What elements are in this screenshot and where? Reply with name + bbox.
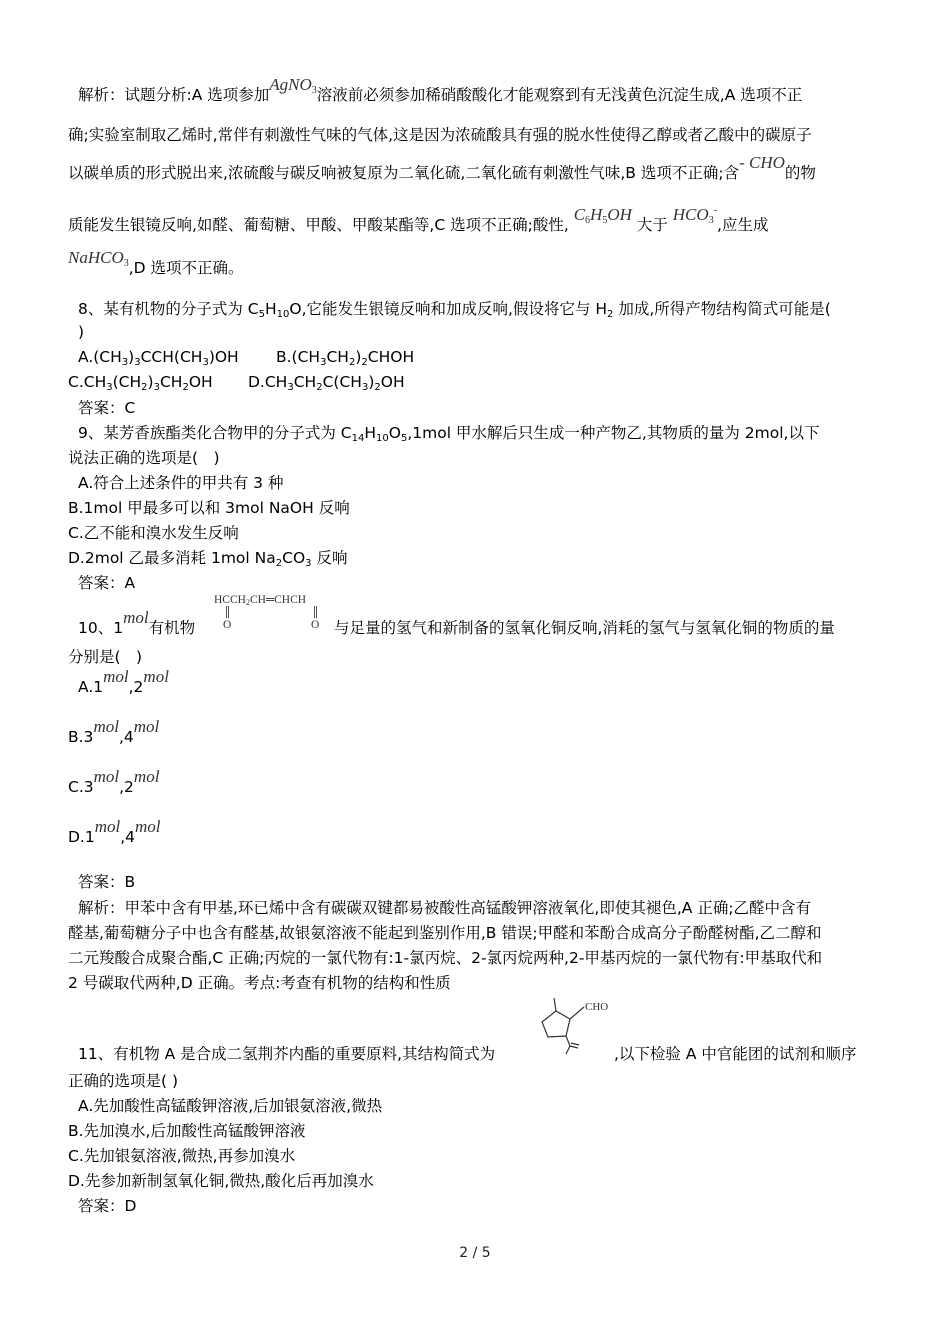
q9-answer: 答案：A (78, 574, 136, 592)
q10-answer: 答案：B (78, 873, 136, 891)
unit-mol: mol (123, 608, 149, 627)
q9-stem: 9、某芳香族酯类化合物甲的分子式为 C14H10O5,1mol 甲水解后只生成一种产物乙,其物质的量为 2mol,以下 (78, 424, 820, 444)
q8-option-a: A.(CH3)3CCH(CH3)OH (78, 348, 239, 368)
q11-option-d: D.先参加新制氢氧化铜,微热,酸化后再加溴水 (68, 1172, 374, 1190)
cho-group-label: CHO (585, 1001, 609, 1013)
formula-hco3: $HCO_3^-$ (672, 205, 718, 226)
double-bond-left (226, 606, 229, 618)
text: ,D 选项不正确。 (128, 259, 244, 277)
q10-analysis-1: 解析：甲苯中含有甲基,环已烯中含有碳碳双键都易被酸性高锰酸钾溶液氧化,即使其褪色,A 正确;乙醛中含有 (78, 899, 812, 917)
q8-stem-end: ) (78, 323, 85, 341)
text: 溶液前必须参加稀硝酸酸化才能观察到有无浅黄色沉淀生成,A 选项不正 (316, 86, 803, 104)
q8-stem: 8、某有机物的分子式为 C5H10O,它能发生银镜反响和加成反响,假设将它与 H2 加成,所得产物结构简式可能是( (78, 300, 831, 320)
analysis7-line3 (68, 153, 816, 184)
q9-option-d: D.2mol 乙最多消耗 1mol Na2CO3 反响 (68, 549, 348, 569)
oxygen-left: O (223, 619, 232, 631)
analysis7-line5 (68, 248, 244, 285)
q10-option-a: A.1mol,2mol (78, 667, 169, 696)
q11-option-a: A.先加酸性高锰酸钾溶液,后加银氨溶液,微热 (78, 1097, 383, 1115)
q11-stem-cont: ,以下检验 A 中官能团的试剂和顺序 (614, 1045, 857, 1063)
formula-cho: - CHO (739, 153, 785, 172)
q11-answer: 答案：D (78, 1197, 137, 1215)
q11-structure (530, 992, 620, 1056)
q9-stem-line2: 说法正确的选项是( ) (68, 449, 220, 467)
analysis7-line2: 确;实验室制取乙烯时,常伴有刺激性气味的气体,这是因为浓硫酸具有强的脱水性使得乙醇或者乙酸中的碳原子 (68, 126, 812, 144)
q11-stem-line2: 正确的选项是( ) (68, 1072, 179, 1090)
analysis7-line4 (68, 205, 769, 242)
formula-nahco3: NaHCO$_3$ (68, 248, 129, 269)
q11-option-b: B.先加溴水,后加酸性高锰酸钾溶液 (68, 1122, 306, 1140)
q11-option-c: C.先加银氨溶液,微热,再参加溴水 (68, 1147, 296, 1165)
text: 以碳单质的形式脱出来,浓硫酸与碳反响被复原为二氧化硫,二氧化硫有刺激性气味,B 选项不正确;含 (68, 164, 740, 182)
q10-structure: HCCH2CH═CHCH O O (214, 594, 320, 631)
q10-analysis-2: 醛基,葡萄糖分子中也含有醛基,故银氨溶液不能起到鉴别作用,B 错误;甲醛和苯酚合成高分子酚醛树酯,乙二醇和 (68, 924, 822, 942)
text: ,应生成 (717, 216, 769, 234)
q8-option-d: D.CH3CH2C(CH3)2OH (248, 373, 405, 393)
q10-analysis-4: 2 号碳取代两种,D 正确。考点:考查有机物的结构和性质 (68, 974, 451, 992)
page-number: 2 / 5 (459, 1245, 491, 1261)
oxygen-right: O (311, 619, 320, 631)
q9-option-c: C.乙不能和溴水发生反响 (68, 524, 239, 542)
q8-option-c: C.CH3(CH2)3CH2OH (68, 373, 213, 393)
formula-phenol: $C_6H_5OH$ (573, 205, 632, 226)
text: 大于 (636, 216, 668, 234)
text: 的物 (784, 164, 816, 182)
text: 质能发生银镜反响,如醛、葡萄糖、甲酸、甲酸某酯等,C 选项不正确;酸性, (68, 216, 569, 234)
q10-option-c: C.3mol,2mol (68, 767, 160, 796)
q8-answer: 答案：C (78, 399, 136, 417)
q11-stem: 11、有机物 A 是合成二氢荆芥内酯的重要原料,其结构简式为 (78, 1045, 496, 1063)
cyclopentane-structure-diagram (530, 992, 620, 1056)
q8-option-b: B.(CH3CH2)2CHOH (276, 348, 415, 368)
q10-stem: 10、1mol有机物 (78, 608, 196, 637)
q10-option-d: D.1mol,4mol (68, 817, 161, 846)
q10-analysis-3: 二元羧酸合成聚合酯,C 正确;丙烷的一氯代物有:1-氯丙烷、2-氯丙烷两种,2-甲基丙烷的一氯代物有:甲基取代和 (68, 949, 823, 967)
text: 解析：试题分析:A 选项参加 (78, 86, 270, 104)
q9-option-b: B.1mol 甲最多可以和 3mol NaOH 反响 (68, 499, 350, 517)
double-bond-right (314, 606, 317, 618)
q9-option-a: A.符合上述条件的甲共有 3 种 (78, 474, 284, 492)
formula-agno3: AgNO$_3$ (269, 75, 317, 96)
q10-stem-line2: 分别是( ) (68, 648, 143, 666)
q10-stem-cont: 与足量的氢气和新制备的氢氧化铜反响,消耗的氢气与氢氧化铜的物质的量 (334, 619, 835, 637)
q10-option-b: B.3mol,4mol (68, 717, 160, 746)
analysis7-line1 (78, 75, 803, 112)
